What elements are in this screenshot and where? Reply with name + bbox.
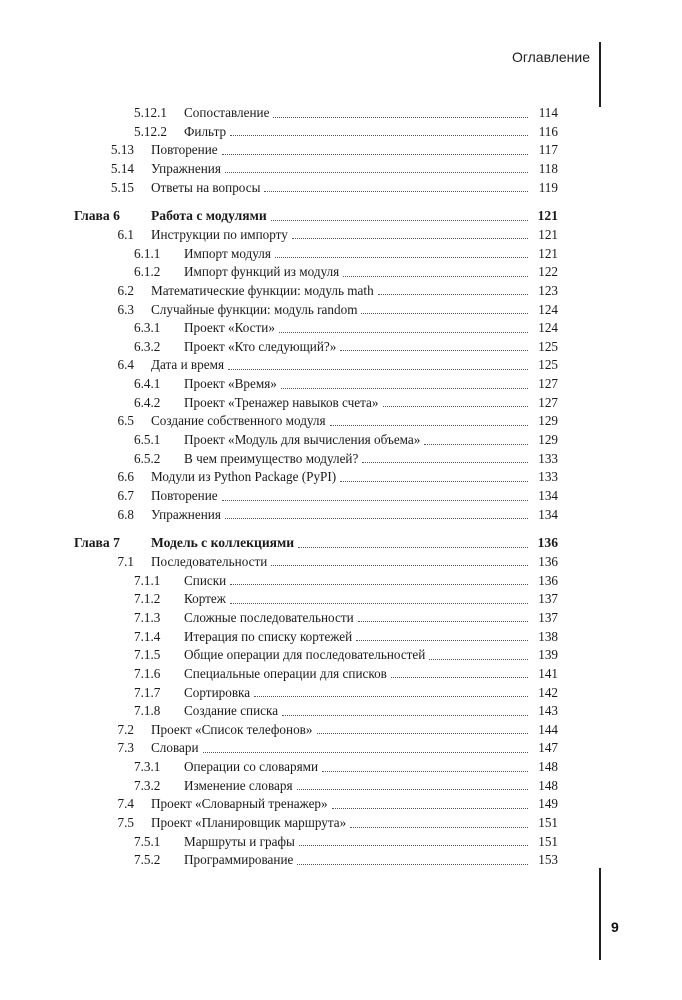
- toc-entry-number: 5.13: [110, 142, 134, 158]
- toc-dot-leader: [356, 639, 528, 641]
- toc-entry-row: [70, 262, 558, 281]
- page-number: 9: [611, 919, 619, 935]
- toc-page-number: 121: [538, 245, 558, 261]
- toc-page-number: 137: [538, 591, 558, 607]
- toc-chapter-title: Модель с коллекциями: [151, 535, 295, 551]
- toc-entry-row: [70, 140, 558, 159]
- toc-dot-leader: [378, 293, 528, 295]
- toc-dot-leader: [271, 564, 528, 566]
- toc-entry-number: 5.14: [110, 160, 134, 176]
- toc-entry-row: [70, 159, 558, 178]
- toc-entry-row: [70, 411, 558, 430]
- toc-entry-title: Инструкции по импорту: [151, 226, 288, 242]
- toc-entry-title: Проект «Тренажер навыков счета»: [184, 394, 379, 410]
- toc-entry-title: Проект «Время»: [184, 376, 277, 392]
- toc-entry-row: [70, 393, 558, 412]
- toc-entry-row: [70, 122, 558, 141]
- toc-entry-title: Повторение: [151, 488, 218, 503]
- toc-entry-number: 7.3.2: [134, 777, 161, 793]
- toc-dot-leader: [222, 153, 528, 155]
- toc-page-number: 144: [538, 721, 558, 737]
- toc-page-number: 142: [538, 684, 558, 700]
- toc-entry-number: 5.12.1: [134, 105, 167, 120]
- toc-entry-title: Случайные функции: модуль random: [151, 301, 358, 317]
- toc-entry-row: [70, 627, 558, 646]
- toc-page-number: 151: [538, 833, 558, 849]
- toc-entry-row: [70, 776, 558, 795]
- toc-entry-number: 6.5: [117, 413, 134, 429]
- toc-page-number: 118: [538, 160, 558, 176]
- toc-entry-number: 7.5: [117, 815, 134, 831]
- toc-entry-number: 6.4.1: [134, 376, 161, 392]
- toc-page-number: 134: [538, 488, 558, 503]
- toc-entry-row: [70, 467, 558, 486]
- toc-entry-row: [70, 664, 558, 683]
- toc-entry-row: [70, 318, 558, 337]
- toc-entry-row: [70, 608, 558, 627]
- toc-dot-leader: [225, 171, 528, 173]
- toc-page-number: 125: [538, 338, 558, 354]
- toc-chapter-number: Глава 7: [74, 535, 120, 551]
- toc-entry-row: [70, 794, 558, 813]
- toc-dot-leader: [322, 770, 528, 772]
- toc-dot-leader: [429, 658, 528, 660]
- footer-vertical-rule: [599, 868, 601, 960]
- toc-page-number: 139: [538, 647, 558, 663]
- toc-entry-title: Проект «Модуль для вычисления объема»: [184, 432, 421, 448]
- toc-dot-leader: [273, 116, 528, 118]
- toc-page-number: 122: [538, 264, 558, 280]
- toc-entry-row: [70, 645, 558, 664]
- toc-dot-leader: [230, 602, 528, 604]
- toc-entry-title: Повторение: [151, 142, 218, 158]
- toc-entry-number: 6.1: [117, 226, 134, 242]
- toc-entry-title: Кортеж: [184, 591, 226, 607]
- toc-page-number: 133: [538, 469, 558, 485]
- toc-dot-leader: [332, 807, 528, 809]
- toc-entry-number: 7.1: [117, 553, 134, 569]
- toc-entry-row: [70, 738, 558, 757]
- toc-entry-number: 7.3: [117, 740, 134, 756]
- toc-entry-number: 7.2: [117, 721, 134, 737]
- toc-entry-title: В чем преимущество модулей?: [184, 450, 359, 466]
- toc-dot-leader: [298, 546, 528, 548]
- toc-entry-row: [70, 225, 558, 244]
- toc-dot-leader: [297, 863, 528, 865]
- toc-page-number: 127: [538, 376, 558, 392]
- toc-entry-number: 7.4: [117, 796, 134, 812]
- toc-entry-title: Проект «Список телефонов»: [151, 721, 313, 737]
- toc-entry-title: Проект «Кости»: [184, 320, 275, 336]
- toc-entry-row: [70, 701, 558, 720]
- toc-page-number: 114: [538, 105, 558, 120]
- toc-entry-row: [70, 337, 558, 356]
- toc-entry-number: 7.1.7: [134, 684, 161, 700]
- toc-entry-number: 7.1.8: [134, 703, 161, 719]
- toc-page-number: 121: [537, 208, 558, 224]
- toc-entry-row: [70, 589, 558, 608]
- toc-page-number: 124: [538, 301, 558, 317]
- toc-entry-number: 7.1.4: [134, 628, 161, 644]
- toc-entry-title: Списки: [184, 572, 227, 588]
- toc-dot-leader: [330, 424, 528, 426]
- toc-page-number: 127: [538, 394, 558, 410]
- toc-entry-title: Программирование: [184, 852, 294, 868]
- toc-page-number: 153: [538, 852, 558, 868]
- toc-entry-title: Сложные последовательности: [184, 609, 354, 625]
- toc-dot-leader: [230, 583, 528, 585]
- toc-entry-title: Маршруты и графы: [184, 833, 295, 849]
- toc-entry-title: Упражнения: [151, 506, 221, 522]
- toc-entry-row: [70, 281, 558, 300]
- toc-dot-leader: [222, 499, 528, 501]
- toc-entry-title: Упражнения: [151, 160, 221, 176]
- toc-entry-number: 5.15: [110, 179, 134, 195]
- toc-page-number: 124: [538, 320, 558, 336]
- toc-dot-leader: [362, 461, 528, 463]
- toc-entry-number: 6.3.2: [134, 338, 161, 354]
- toc-dot-leader: [350, 826, 528, 828]
- toc-dot-leader: [282, 714, 528, 716]
- toc-entry-row: [70, 683, 558, 702]
- toc-page-number: 116: [538, 123, 558, 139]
- toc-entry-row: [70, 300, 558, 319]
- toc-entry-number: 6.1.2: [134, 264, 161, 280]
- toc-dot-leader: [340, 480, 528, 482]
- toc-entry-number: 6.7: [117, 488, 134, 503]
- toc-entry-title: Специальные операции для списков: [184, 665, 387, 681]
- toc-chapter-row: [70, 206, 558, 225]
- toc-chapter-row: [70, 533, 558, 552]
- toc-dot-leader: [358, 620, 528, 622]
- toc-dot-leader: [203, 751, 528, 753]
- toc-entry-row: [70, 374, 558, 393]
- toc-entry-row: [70, 178, 558, 197]
- toc-page-number: 123: [538, 282, 558, 298]
- toc-entry-title: Импорт модуля: [184, 245, 271, 261]
- toc-page-number: 148: [538, 777, 558, 793]
- toc-entry-number: 6.8: [117, 506, 134, 522]
- toc-entry-row: [70, 244, 558, 263]
- toc-entry-title: Дата и время: [151, 357, 225, 373]
- toc-entry-title: Математические функции: модуль math: [151, 282, 374, 298]
- toc-entry-row: [70, 720, 558, 739]
- toc-dot-leader: [424, 443, 528, 445]
- toc-dot-leader: [343, 275, 528, 277]
- toc-dot-leader: [225, 517, 528, 519]
- toc-page-number: 129: [538, 432, 558, 448]
- toc-page-number: 119: [538, 179, 558, 195]
- toc-entry-title: Изменение словаря: [184, 777, 293, 793]
- toc-entry-row: [70, 449, 558, 468]
- toc-chapter-title: Работа с модулями: [151, 208, 267, 224]
- toc-page-number: 136: [538, 572, 558, 588]
- toc-page-number: 136: [538, 553, 558, 569]
- toc-page-number: 133: [538, 450, 558, 466]
- toc-entry-number: 7.1.6: [134, 665, 161, 681]
- toc-entry-number: 7.5.2: [134, 852, 161, 868]
- toc-entry-number: 7.5.1: [134, 833, 161, 849]
- toc-entry-title: Проект «Планировщик маршрута»: [151, 815, 347, 831]
- toc-page-number: 134: [538, 506, 558, 522]
- toc-entry-number: 7.3.1: [134, 759, 161, 775]
- toc-entry-title: Словари: [151, 740, 199, 756]
- toc-entry-number: 6.4.2: [134, 394, 161, 410]
- toc-entry-title: Создание собственного модуля: [151, 413, 326, 429]
- toc-entry-number: 6.5.1: [134, 432, 161, 448]
- toc-entry-number: 6.1.1: [134, 245, 161, 261]
- toc-chapter-number: Глава 6: [74, 208, 120, 224]
- toc-entry-title: Последовательности: [151, 553, 268, 569]
- toc-entry-row: [70, 832, 558, 851]
- header-vertical-rule: [599, 42, 601, 107]
- toc-dot-leader: [340, 349, 528, 351]
- toc-entry-number: 5.12.2: [134, 123, 167, 139]
- toc-page-number: 151: [538, 815, 558, 831]
- toc-entry-number: 7.1.2: [134, 591, 161, 607]
- toc-dot-leader: [383, 405, 528, 407]
- toc-entry-number: 6.5.2: [134, 450, 161, 466]
- toc-dot-leader: [292, 237, 528, 239]
- toc-entry-number: 6.3.1: [134, 320, 161, 336]
- toc-entry-title: Проект «Кто следующий?»: [184, 338, 337, 354]
- toc-entry-title: Модули из Python Package (PyPI): [151, 469, 337, 485]
- toc-page-number: 125: [538, 357, 558, 373]
- toc-entry-number: 7.1.1: [134, 572, 161, 588]
- toc-entry-number: 6.4: [117, 357, 134, 373]
- toc-entry-row: [70, 505, 558, 524]
- toc-entry-title: Общие операции для последовательностей: [184, 647, 426, 663]
- toc-entry-title: Сортировка: [184, 684, 251, 700]
- toc-entry-row: [70, 571, 558, 590]
- toc-dot-leader: [230, 134, 528, 136]
- toc-entry-title: Ответы на вопросы: [151, 179, 261, 195]
- toc-entry-row: [70, 103, 558, 122]
- toc-page-number: 141: [538, 665, 558, 681]
- toc-entry-row: [70, 850, 558, 869]
- toc-entry-number: 6.3: [117, 301, 134, 317]
- toc-dot-leader: [228, 368, 528, 370]
- toc-page-number: 136: [537, 535, 558, 551]
- toc-dot-leader: [391, 676, 528, 678]
- toc-entry-title: Операции со словарями: [184, 759, 319, 775]
- toc-entry-row: [70, 813, 558, 832]
- toc-dot-leader: [264, 190, 528, 192]
- toc-page-number: 149: [538, 796, 558, 812]
- toc-dot-leader: [275, 256, 528, 258]
- toc-dot-leader: [254, 695, 528, 697]
- toc-entry-row: [70, 757, 558, 776]
- toc-page-number: 148: [538, 759, 558, 775]
- toc-entry-title: Сопоставление: [184, 105, 270, 120]
- toc-entry-title: Фильтр: [184, 123, 227, 139]
- toc-entry-title: Импорт функций из модуля: [184, 264, 340, 280]
- toc-dot-leader: [297, 788, 528, 790]
- toc-dot-leader: [361, 312, 528, 314]
- toc-page-number: 147: [538, 740, 558, 756]
- toc-entry-row: [70, 355, 558, 374]
- toc-entry-title: Проект «Словарный тренажер»: [151, 796, 328, 812]
- running-header-title: Оглавление: [511, 49, 590, 65]
- toc-entry-row: [70, 552, 558, 571]
- toc-entry-number: 6.2: [117, 282, 134, 298]
- toc-page-number: 117: [538, 142, 558, 158]
- toc-dot-leader: [271, 219, 528, 221]
- toc-entry-number: 7.1.3: [134, 609, 161, 625]
- toc-entry-number: 7.1.5: [134, 647, 161, 663]
- toc-dot-leader: [281, 387, 528, 389]
- toc-entry-number: 6.6: [117, 469, 134, 485]
- toc-dot-leader: [317, 732, 529, 734]
- toc-page-number: 129: [538, 413, 558, 429]
- toc-entry-row: [70, 430, 558, 449]
- toc-entry-title: Создание списка: [184, 703, 279, 719]
- toc-entry-title: Итерация по списку кортежей: [184, 628, 353, 644]
- toc-page-number: 137: [538, 609, 558, 625]
- toc-page-number: 138: [538, 628, 558, 644]
- toc-page-number: 143: [538, 703, 558, 719]
- toc-entry-row: [70, 486, 558, 505]
- toc-page-number: 121: [538, 226, 558, 242]
- toc-dot-leader: [299, 844, 528, 846]
- toc-dot-leader: [279, 331, 528, 333]
